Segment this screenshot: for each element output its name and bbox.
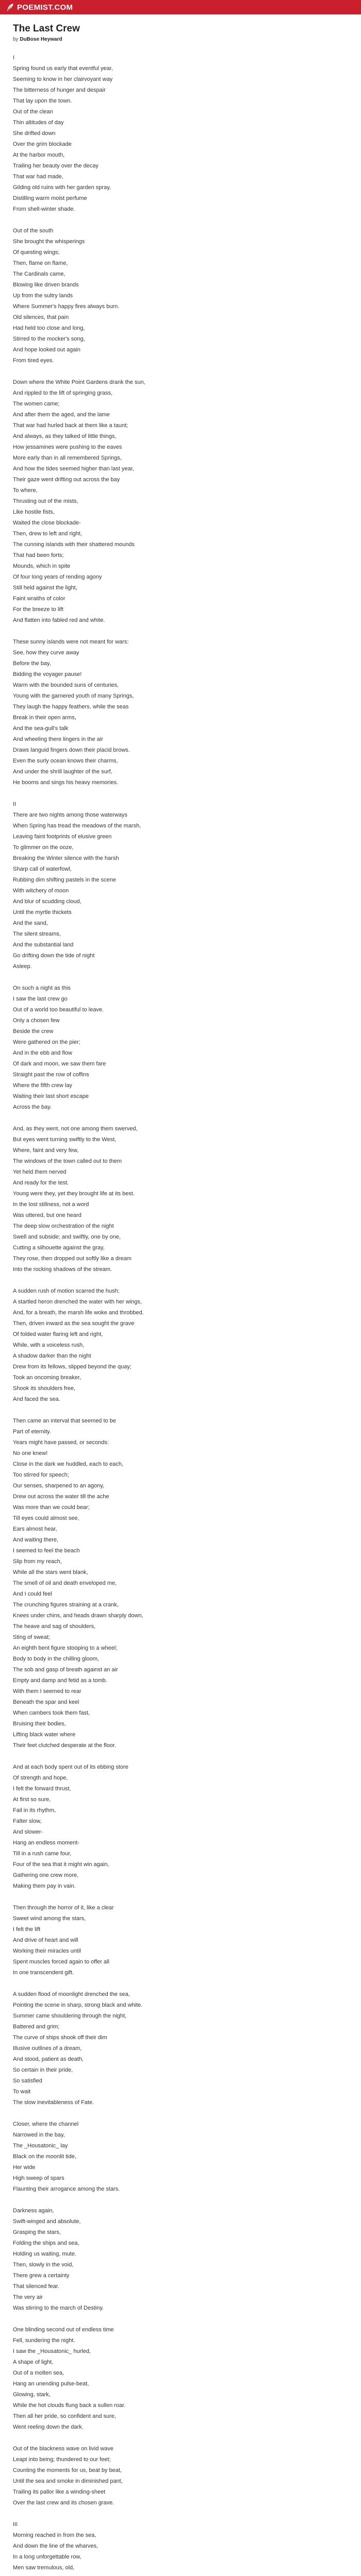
poem-line: Then, drew to left and right, xyxy=(13,531,82,537)
poem-line: Were gathered on the pier; xyxy=(13,1039,80,1045)
poem-line: Trailing its pallor like a winding-sheet xyxy=(13,2489,106,2495)
poem-line: And slower- xyxy=(13,1829,43,1835)
poem-line: Morning reached in from the sea, xyxy=(13,2532,96,2538)
poem-line: Waited the close blockade- xyxy=(13,520,81,526)
poem-line: Cutting a silhouette against the gray, xyxy=(13,1245,105,1251)
poem-line: Closer, where the channel xyxy=(13,2121,79,2127)
poem-title: The Last Crew xyxy=(13,23,80,34)
poem-line: Lifting black water where xyxy=(13,1732,76,1738)
poem-line: At the harbor mouth, xyxy=(13,152,65,158)
poem-line: Counting the moments for us, beat by beat, xyxy=(13,2467,122,2473)
stanza xyxy=(13,637,343,788)
poem-line: The sob and gasp of breath against an air xyxy=(13,1667,118,1673)
poem-line: In a long unforgettable row, xyxy=(13,2554,81,2560)
poem-line: And, for a breath, the marsh life woke and throbbed. xyxy=(13,1310,144,1316)
stanza xyxy=(13,2530,343,2576)
poem-line: Faint wraiths of color xyxy=(13,596,65,602)
poem-line: Shook its shoulders free, xyxy=(13,1385,76,1392)
poem-line: Our senses, sharpened to an agony, xyxy=(13,1483,105,1489)
poem-line: One blinding second out of endless time xyxy=(13,2327,114,2333)
poem-line: And waiting there, xyxy=(13,1537,59,1543)
poem-line: Before the bay, xyxy=(13,660,51,667)
poem-line: I seemed to feel the beach xyxy=(13,1548,80,1554)
poem-line: Rubbing dim shifting pastels in the scene xyxy=(13,877,116,883)
poem-line: Of strength and hope, xyxy=(13,1775,68,1781)
stanza xyxy=(13,983,343,1113)
poem-line: These sunny islands were not meant for wars: xyxy=(13,639,129,645)
poem-line: A sudden rush of motion scarred the hush; xyxy=(13,1288,120,1294)
poem-line: A shadow darker than the night xyxy=(13,1353,91,1359)
stanza xyxy=(13,2206,343,2314)
poem-line: They rose, then dropped out softly like a dream xyxy=(13,1256,132,1262)
stanza xyxy=(13,377,343,626)
poem-line: Out of the south xyxy=(13,228,54,234)
poem-line: The women came; xyxy=(13,401,60,407)
poem-line: Over the grim blockade xyxy=(13,141,72,147)
author-link[interactable]: DuBose Heyward xyxy=(20,37,62,42)
stanza xyxy=(13,1286,343,1405)
poem-line: Out of a world too beautiful to leave. xyxy=(13,1007,104,1013)
poem-line: Falter slow, xyxy=(13,1818,42,1824)
poem-line: He booms and sings his heavy memories. xyxy=(13,779,119,786)
poem-line: Till in a rush came four, xyxy=(13,1851,72,1857)
poem-line: Black on the moonlit tide, xyxy=(13,2154,76,2160)
poem-line: Slip from my reach, xyxy=(13,1558,62,1565)
poem-line: And the sea-gull's talk xyxy=(13,725,69,732)
poem-line: Yet held them nerved xyxy=(13,1169,67,1175)
poem-line: And at each body spent out of its ebbing store xyxy=(13,1764,128,1770)
stanza xyxy=(13,226,343,366)
poem-line: Till eyes could almost see, xyxy=(13,1515,79,1521)
poem-line: Seeming to know in her clairvoyant way xyxy=(13,76,113,82)
stanza xyxy=(13,1416,343,1751)
poem-line: Was more than we could bear; xyxy=(13,1504,90,1511)
poem-line: The bitterness of hunger and despair xyxy=(13,87,106,93)
poem-line: The very air xyxy=(13,2294,43,2300)
poem-line: From shell-winter shade. xyxy=(13,206,75,212)
poem-line: Battered and grim; xyxy=(13,2024,60,2030)
poem-line: Beneath the spar and keel xyxy=(13,1699,79,1705)
poem-line: Then, driven inward as the sea sought the grave xyxy=(13,1320,135,1327)
poem-line: With them I seemed to rear xyxy=(13,1688,81,1694)
poem-line: And how the tides seemed higher than last year, xyxy=(13,466,134,472)
section-numeral: III xyxy=(13,2521,18,2528)
poem-line: That had been forts; xyxy=(13,552,64,558)
poem-line: Her wide xyxy=(13,2164,36,2171)
poem-line: When cambers took them fast, xyxy=(13,1710,90,1716)
poem-line: Of folded water flaring left and right, xyxy=(13,1331,103,1337)
poem-line: And ready for the test. xyxy=(13,1180,69,1186)
poem-line: Was uttered, but one heard xyxy=(13,1212,81,1218)
poem-line: Beside the crew xyxy=(13,1028,54,1035)
poem-line: Fell, sundering the night. xyxy=(13,2337,75,2344)
poem-line: Stirred to the mocker's song, xyxy=(13,336,85,342)
poem-line: Old silences, that pain xyxy=(13,314,69,320)
poem-line: Glowing, stark, xyxy=(13,2392,51,2398)
poem-line: Narrowed in the bay, xyxy=(13,2132,65,2138)
poem-line: Then all her pride, so confident and sure, xyxy=(13,2413,116,2419)
poem-line: Darkness again, xyxy=(13,2208,54,2214)
poem-line: Drew out across the water till the ache xyxy=(13,1494,109,1500)
poem-line: Only a chosen few xyxy=(13,1018,60,1024)
poem-line: Drew from its fellows, slipped beyond the quay; xyxy=(13,1364,132,1370)
poem-line: So certain in their pride, xyxy=(13,2067,73,2073)
poem-line: That silenced fear. xyxy=(13,2283,59,2290)
poem-line: With witchery of moon xyxy=(13,888,69,894)
site-header xyxy=(0,0,361,14)
poem-line: And, as they went, not one among them swerved, xyxy=(13,1126,138,1132)
poem-line: Mounds, which in spite xyxy=(13,563,71,569)
poem-line: They laugh the happy feathers, while the seas xyxy=(13,704,129,710)
poem-line: On such a night as this xyxy=(13,985,71,991)
poem-line: When Spring has tread the meadows of the marsh, xyxy=(13,823,141,829)
poem-line: Making them pay in vain. xyxy=(13,1883,76,1889)
poem-line: The cunning islands with their shattered mounds xyxy=(13,541,135,548)
stanza xyxy=(13,2119,343,2195)
poem-line: Blowing like driven brands xyxy=(13,282,79,288)
poem-line: Until the myrtle thickets xyxy=(13,909,72,916)
poem-line: While the hot clouds flung back a sullen roar. xyxy=(13,2402,126,2409)
poem-line: Had held too close and long, xyxy=(13,325,85,331)
poem-line: See, how they curve away xyxy=(13,650,79,656)
poem-line: The crunching figures straining at a crank, xyxy=(13,1602,119,1608)
poem-body xyxy=(13,53,343,2576)
poem-line: Out of a molten sea, xyxy=(13,2370,64,2376)
poem-line: Straight past the row of coffins xyxy=(13,1072,89,1078)
poem-line: Men saw tremulous, old, xyxy=(13,2565,75,2571)
poem-line: But eyes went turning swiftly to the West, xyxy=(13,1137,117,1143)
poem-line: To where, xyxy=(13,487,38,494)
poem-line: Part of eternity. xyxy=(13,1429,51,1435)
poem-line: There are two nights among those waterways xyxy=(13,812,127,818)
poem-line: Too stirred for speech; xyxy=(13,1472,69,1478)
poem-line: Where Summer's happy fires always burn. xyxy=(13,303,120,310)
poem-line: Breaking the Winter silence with the harsh xyxy=(13,855,119,861)
poem-line: Years might have passed, or seconds: xyxy=(13,1439,109,1446)
poem-line: Swift-winged and absolute, xyxy=(13,2218,81,2225)
stanza xyxy=(13,2444,343,2509)
poem-line: Break in their open arms, xyxy=(13,715,76,721)
poem-line: Flaunting their arrogance among the stars. xyxy=(13,2186,120,2192)
site-logo-text: POEMIST.COM xyxy=(17,3,73,12)
stanza xyxy=(13,1903,343,1978)
poem-line: Out of the blackness wave on livid wave xyxy=(13,2446,114,2452)
poem-line: Leapt into being; thundered to our feet; xyxy=(13,2456,111,2463)
poem-page xyxy=(13,23,343,2576)
by-label: by xyxy=(13,37,19,42)
poem-line: From tired eyes. xyxy=(13,358,54,364)
stanza xyxy=(13,63,343,215)
poem-line: Sting of sweat; xyxy=(13,1634,51,1640)
poem-line: Into the rocking shadows of the stream. xyxy=(13,1266,112,1273)
poem-line: She drifted down xyxy=(13,130,56,137)
poem-line: The smell of oil and death enveloped me, xyxy=(13,1580,117,1586)
poem-line: And the substantial land xyxy=(13,942,74,948)
poem-line: Still held against the light, xyxy=(13,585,77,591)
poem-line: Body to body in the chilling gloom, xyxy=(13,1656,99,1662)
poem-line: So satisfied xyxy=(13,2078,42,2084)
poem-line: And in the ebb and flow xyxy=(13,1050,72,1056)
poem-line: The windows of the town called out to them xyxy=(13,1158,122,1164)
poem-line: Spring found us early that eventful year, xyxy=(13,65,113,72)
poem-line: And faced the sea. xyxy=(13,1396,60,1402)
poem-line: And stood, patient as death, xyxy=(13,2056,84,2062)
poem-line xyxy=(13,2573,343,2576)
poem-line: Thin altitudes of day xyxy=(13,120,64,126)
poem-line: Down where the White Point Gardens drank the sun, xyxy=(13,379,145,385)
poem-line: The heave and sag of shoulders, xyxy=(13,1623,96,1630)
stanza xyxy=(13,1762,343,1892)
poem-line: Leaving faint footprints of elusive green xyxy=(13,834,112,840)
poem-line: Young with the garnered youth of many Springs, xyxy=(13,693,134,699)
poem-line: Summer came shouldering through the night, xyxy=(13,2013,127,2019)
poem-line: That war had made, xyxy=(13,174,63,180)
poem-line: The curve of ships shook off their dim xyxy=(13,2035,107,2041)
section-numeral: I xyxy=(13,55,15,61)
poem-line: And after them the aged, and the lame xyxy=(13,412,110,418)
poem-line: Bidding the voyager pause! xyxy=(13,671,82,677)
poem-line: Fail in its rhythm, xyxy=(13,1807,56,1814)
poem-line: Asleep. xyxy=(13,963,32,970)
poem-line: No one knew! xyxy=(13,1450,48,1456)
poem-line: Working their miracles until xyxy=(13,1948,81,1954)
poem-line: I saw the last crew go xyxy=(13,996,68,1002)
poem-line: And blur of scudding cloud, xyxy=(13,899,81,905)
poem-line: Up from the sultry lands xyxy=(13,293,73,299)
poem-line: A shape of light, xyxy=(13,2359,54,2365)
poem-line: Four of the sea that it might win again, xyxy=(13,1861,109,1868)
poem-line: That war had hurled back at them like a taunt; xyxy=(13,422,128,429)
poem-line: Trailing her beauty over the decay xyxy=(13,163,99,169)
poem-line: The deep slow orchestration of the night xyxy=(13,1223,114,1229)
poem-line: While all the stars went blank, xyxy=(13,1569,88,1575)
poem-line: To glimmer on the ooze, xyxy=(13,844,74,851)
poem-line: I felt the forward thrust, xyxy=(13,1786,71,1792)
poem-line: Then came an interval that seemed to be xyxy=(13,1418,116,1424)
poem-line: Close in the dark we huddled, each to each, xyxy=(13,1461,124,1467)
poem-line: Gathering one crew more, xyxy=(13,1872,79,1878)
poem-line: Hang an endless moment- xyxy=(13,1840,80,1846)
poem-line: Pointing the scene in sharp, strong black and white. xyxy=(13,2002,143,2008)
poem-section xyxy=(13,53,343,788)
poem-line: The silent streams, xyxy=(13,931,61,937)
poem-line: That lay upon the town. xyxy=(13,98,72,104)
poem-line: She brought the whisperings xyxy=(13,239,85,245)
poem-line: Go drifting down the tide of night xyxy=(13,953,95,959)
poem-line: How jessamines were pushing to the eaves xyxy=(13,444,122,450)
poem-line: Across the bay. xyxy=(13,1104,52,1110)
poem-line: For the breeze to lift xyxy=(13,606,63,613)
poem-line: And always, as they talked of little things, xyxy=(13,433,117,439)
poem-line: To wait xyxy=(13,2089,31,2095)
poem-line: Spent muscles forced again to offer all xyxy=(13,1959,109,1965)
poem-line: Was stirring to the march of Destiny. xyxy=(13,2305,104,2311)
poem-line: Young were they, yet they brought life at its best. xyxy=(13,1191,135,1197)
poem-line: While, with a voiceless rush, xyxy=(13,1342,85,1348)
poem-line: Out of the clean xyxy=(13,109,53,115)
poem-line: In the lost stillness, not a word xyxy=(13,1201,89,1208)
feather-logo-icon xyxy=(6,3,14,11)
poem-line: And under the shrill laughter of the surf, xyxy=(13,769,112,775)
poem-line: Distilling warm moist perfume xyxy=(13,195,87,201)
poem-line: An eighth bent figure stooping to a wheel; xyxy=(13,1645,118,1651)
poem-line: Then, slowly in the void, xyxy=(13,2262,74,2268)
poem-line: In one transcendent gift. xyxy=(13,1970,74,1976)
poem-line: Gilding old ruins with her garden spray, xyxy=(13,184,111,191)
poem-line: Swell and subside; and swiftly, one by one, xyxy=(13,1234,121,1240)
poem-line: Like hostile fists, xyxy=(13,509,55,515)
poem-line: High sweep of spars xyxy=(13,2175,64,2181)
poem-line: A sudden flood of moonlight drenched the sea, xyxy=(13,1991,130,1997)
poem-line: A startled heron drenched the water with her wings, xyxy=(13,1299,142,1305)
poem-line: Bruising their bodies, xyxy=(13,1721,66,1727)
stanza xyxy=(13,2325,343,2433)
poem-section xyxy=(13,2519,343,2576)
poem-line: Of questing wings; xyxy=(13,249,60,256)
poem-line: Thrusting out of the mists, xyxy=(13,498,78,504)
poem-line: And rippled to the lift of springing grass, xyxy=(13,390,113,396)
poem-line: Grasping the stars, xyxy=(13,2229,61,2235)
poem-line: Knees under chins, and heads drawn sharply down, xyxy=(13,1613,143,1619)
poem-section xyxy=(13,799,343,2509)
poem-line: Folding the ships and sea, xyxy=(13,2240,79,2246)
poem-line: Then through the horror of it, like a clear xyxy=(13,1905,114,1911)
poem-line: The slow inevitableness of Fate. xyxy=(13,2099,94,2106)
poem-line: And wheeling there lingers in the air xyxy=(13,736,103,742)
poem-line: I felt the lift xyxy=(13,1926,41,1933)
section-numeral: II xyxy=(13,801,17,807)
poem-line: Ears almost hear, xyxy=(13,1526,57,1532)
poem-line: Over the last crew and its chosen grave. xyxy=(13,2500,114,2506)
poem-line: Sharp call of waterfowl, xyxy=(13,866,72,872)
poem-line: Of four long years of rending agony xyxy=(13,574,102,580)
poem-line: And down the line of the wharves, xyxy=(13,2543,99,2549)
poem-line: The Cardinals came, xyxy=(13,271,65,277)
poem-line: Holding us waiting, mute. xyxy=(13,2251,76,2257)
poem-line: At first so sure, xyxy=(13,1797,51,1803)
poem-line: Took an oncoming breaker, xyxy=(13,1375,81,1381)
poem-line: Then, flame on flame, xyxy=(13,260,68,266)
poem-line: Of dark and moon, we saw them fare xyxy=(13,1061,106,1067)
site-logo-link[interactable] xyxy=(6,3,73,12)
poem-line: Where the fifth crew lay xyxy=(13,1082,72,1089)
stanza xyxy=(13,810,343,972)
poem-line: Waiting their last short escape xyxy=(13,1093,89,1099)
poem-line: And the sand, xyxy=(13,920,48,926)
stanza xyxy=(13,1124,343,1275)
poem-line: Went reeling down the dark. xyxy=(13,2424,84,2430)
poem-line: Where, faint and very few, xyxy=(13,1147,79,1154)
author-line xyxy=(13,36,343,43)
poem-line: Illusive outlines of a dream, xyxy=(13,2045,82,2052)
poem-line: Draws languid fingers down their placid brows. xyxy=(13,747,130,753)
poem-line: There grew a certainty xyxy=(13,2273,70,2279)
poem-line: And I could feel xyxy=(13,1591,52,1597)
poem-line: Warm with the bounded suns of centuries, xyxy=(13,682,119,688)
poem-line: Empty and damp and fetid as a tomb. xyxy=(13,1677,107,1684)
poem-line: And drive of heart and will xyxy=(13,1937,78,1943)
poem-line: The _Housatonic_ lay xyxy=(13,2143,68,2149)
poem-line: Hang an unending pulse-beat, xyxy=(13,2381,89,2387)
poem-line: Their feet clutched desperate at the floor. xyxy=(13,1742,116,1749)
poem-line: Their gaze went drifting out across the bay xyxy=(13,477,120,483)
poem-line: More early than in all remembered Springs, xyxy=(13,455,122,461)
poem-line: And flatten into fabled red and white. xyxy=(13,617,105,623)
stanza xyxy=(13,1989,343,2108)
poem-line: Even the surly ocean knows their charms, xyxy=(13,758,118,764)
poem-line: I saw the _Housatonic_ hurled, xyxy=(13,2348,91,2354)
poem-line: Sweet wind among the stars, xyxy=(13,1916,86,1922)
poem-line: And hope looked out again xyxy=(13,347,80,353)
poem-line: Until the sea and smoke in diminished pant, xyxy=(13,2478,123,2484)
